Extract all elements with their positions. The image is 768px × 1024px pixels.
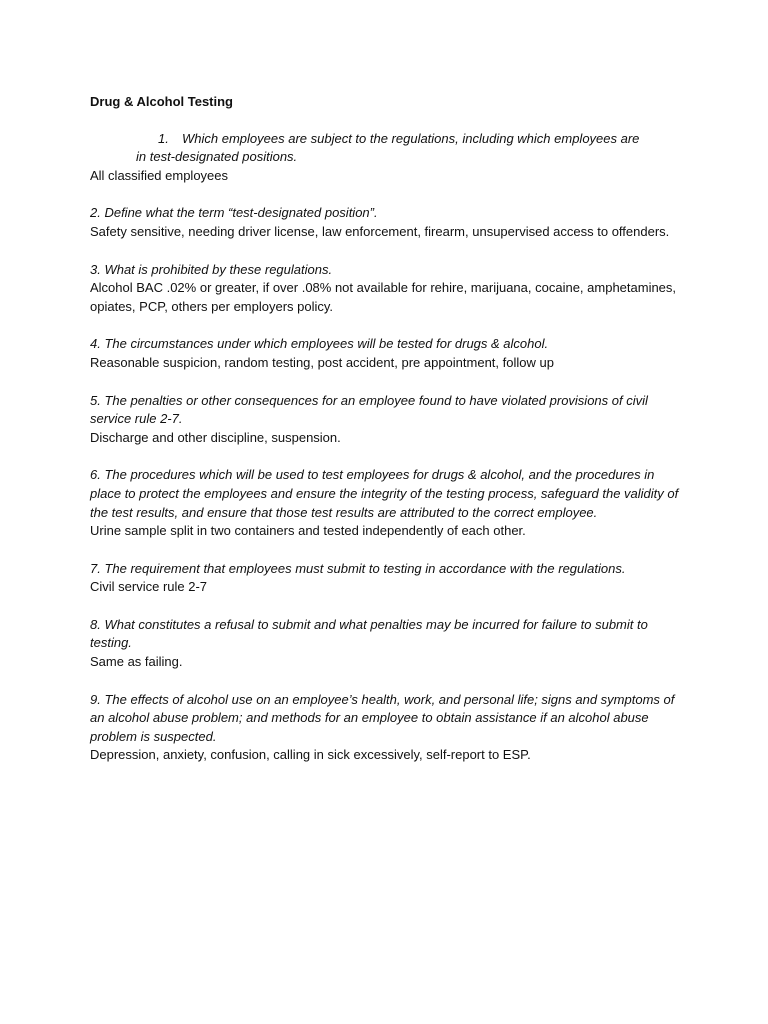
item-5	[90, 392, 682, 448]
document-page	[90, 93, 682, 784]
answer-7: Civil service rule 2-7	[90, 579, 208, 595]
answer-3: Alcohol BAC .02% or greater, if over .08% not available for rehire, marijuana, cocaine, amphetamines, opiates, PCP, others per employers policy.	[90, 280, 677, 314]
answer-9: Depression, anxiety, confusion, calling in sick excessively, self-report to ESP.	[90, 747, 531, 763]
item-7	[90, 560, 682, 597]
question-2: 2. Define what the term “test-designated position”.	[90, 205, 378, 221]
question-1-line1: Which employees are subject to the regulations, including which employees are	[182, 130, 640, 146]
question-7: 7. The requirement that employees must submit to testing in accordance with the regulations.	[90, 560, 626, 576]
item-9	[90, 691, 682, 765]
answer-5: Discharge and other discipline, suspension.	[90, 429, 341, 445]
item-6	[90, 466, 682, 540]
question-8: 8. What constitutes a refusal to submit and what penalties may be incurred for failure to submit to testing.	[90, 616, 648, 651]
question-1	[90, 130, 682, 149]
answer-2: Safety sensitive, needing driver license, law enforcement, firearm, unsupervised access to offenders.	[90, 223, 670, 239]
question-5: 5. The penalties or other consequences for an employee found to have violated provisions of civil service rule 2-7.	[90, 392, 648, 427]
question-6: 6. The procedures which will be used to test employees for drugs & alcohol, and the procedures in place to protect the employees and ensure the integrity of the testing process, safeguard the validity of the test results, and ensure that those test results are attributed to the correct employee.	[90, 467, 679, 520]
question-4: 4. The circumstances under which employees will be tested for drugs & alcohol.	[90, 336, 549, 352]
answer-8: Same as failing.	[90, 654, 183, 670]
question-1-number: 1.	[158, 130, 169, 146]
item-8	[90, 616, 682, 672]
answer-1: All classified employees	[90, 167, 229, 183]
item-1	[90, 130, 682, 186]
question-9: 9. The effects of alcohol use on an employee’s health, work, and personal life; signs and symptoms of an alcohol abuse problem; and methods for an employee to obtain assistance if an alcohol abuse problem is suspected.	[90, 691, 675, 744]
item-2	[90, 204, 682, 241]
answer-6: Urine sample split in two containers and tested independently of each other.	[90, 523, 526, 539]
answer-4: Reasonable suspicion, random testing, post accident, pre appointment, follow up	[90, 354, 554, 370]
question-1-line2: in test-designated positions.	[136, 149, 298, 165]
document-title: Drug & Alcohol Testing	[90, 94, 233, 109]
item-4	[90, 335, 682, 372]
question-3: 3. What is prohibited by these regulations.	[90, 261, 333, 277]
item-3	[90, 261, 682, 317]
